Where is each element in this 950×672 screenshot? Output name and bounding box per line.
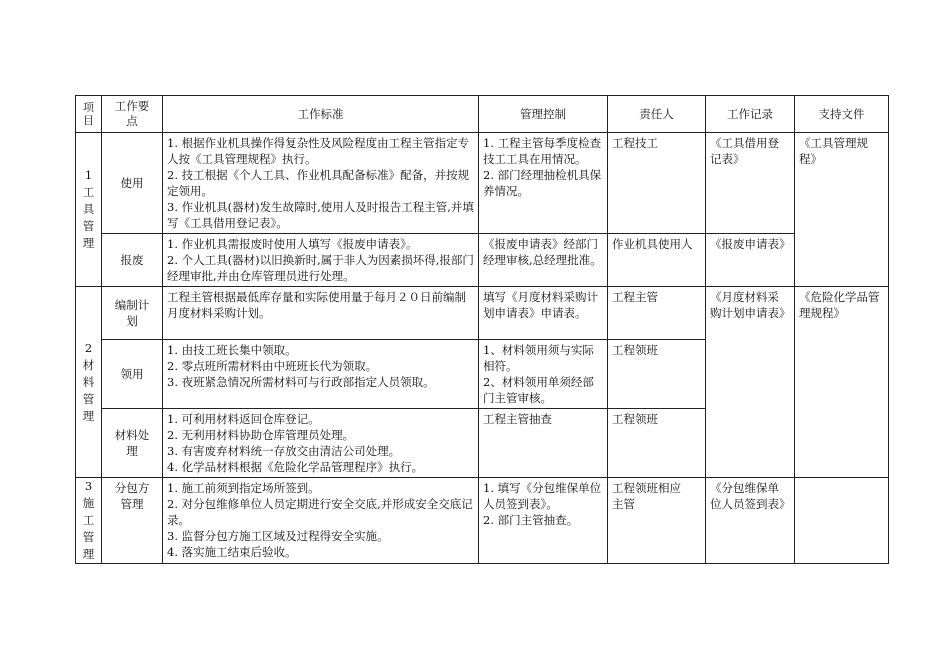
table-row (76, 478, 889, 564)
header-support: 支持文件 (795, 96, 889, 133)
key-point: 使用 (102, 133, 163, 234)
standard-cell (163, 478, 479, 564)
standard-cell (163, 409, 479, 478)
standard-line: 4. 落实施工结束后验收。 (167, 545, 297, 559)
control-line: 工程主管抽查 (483, 412, 552, 426)
standard-cell (163, 340, 479, 409)
responsible-cell: 工程领班 (608, 340, 706, 409)
standard-line: 2. 对分包维修单位人员定期进行安全交底,并形成安全交底记录。 (167, 497, 473, 527)
table-row (76, 287, 889, 340)
responsible-cell: 工程技工 (608, 133, 706, 234)
section-1-label (76, 133, 102, 287)
key-point: 编制计划 (102, 287, 163, 340)
control-cell (479, 340, 608, 409)
standard-line: 工程主管根据最低库存量和实际使用量于每月２０日前编制月度材料采购计划。 (167, 290, 466, 320)
table-row (76, 133, 889, 234)
standard-line: 1. 作业机具需报废时使用人填写《报废申请表》。 (167, 237, 418, 251)
support-cell: 《工具管理规程》 (795, 133, 889, 287)
record-cell: 《报废申请表》 (706, 234, 795, 287)
standard-cell (163, 133, 479, 234)
standard-line: 2. 无利用材料协助仓库管理员处理。 (167, 428, 355, 442)
standard-line: 1. 根据作业机具操作得复杂性及风险程度由工程主管指定专人按《工具管理规程》执行。 (167, 136, 470, 166)
responsible-cell: 工程领班 (608, 409, 706, 478)
standard-line: 2. 个人工具(器材)以旧换新时,属于非人为因素损坏得,报部门经理审批,并由仓库管理员进行处理。 (167, 253, 474, 283)
control-line: 1. 工程主管每季度检查技工工具在用情况。 (483, 136, 602, 166)
section-3-label (76, 478, 102, 564)
key-point: 领用 (102, 340, 163, 409)
control-cell (479, 234, 608, 287)
section-title: 工具管理 (82, 185, 95, 250)
header-control: 管理控制 (479, 96, 608, 133)
section-id: 2 (84, 340, 93, 355)
control-cell (479, 287, 608, 340)
header-row (76, 96, 889, 133)
control-line: 《报废申请表》经部门经理审核,总经理批准。 (483, 237, 602, 267)
control-line: 2. 部门经理抽检机具保养情况。 (483, 168, 602, 198)
standard-line: 3. 作业机具(器材)发生故障时,使用人及时报告工程主管,并填写《工具借用登记表》。 (167, 200, 474, 230)
control-line: 1、材料领用须与实际相符。 (483, 343, 594, 373)
record-cell: 《工具借用登记表》 (706, 133, 795, 234)
standard-line: 2. 零点班所需材料由中班班长代为领取。 (167, 359, 378, 373)
record-cell: 《月度材料采购计划申请表》 (706, 287, 795, 478)
control-line: 2. 部门主管抽查。 (483, 513, 579, 527)
key-point: 报废 (102, 234, 163, 287)
header-key-point: 工作要点 (102, 96, 163, 133)
key-point: 分包方管理 (102, 478, 163, 564)
responsible-cell: 工程主管 (608, 287, 706, 340)
standard-line: 3. 监督分包方施工区域及过程得安全实施。 (167, 529, 389, 543)
control-cell (479, 133, 608, 234)
support-cell (795, 478, 889, 564)
section-2-label (76, 287, 102, 478)
work-standards-table (75, 95, 889, 564)
header-item: 项目 (76, 96, 102, 133)
section-id: 1 (84, 168, 93, 182)
responsible-cell: 工程领班相应主管 (608, 478, 706, 564)
control-line: 填写《月度材料采购计划申请表》申请表。 (483, 290, 598, 320)
section-title: 材料管理 (82, 357, 95, 423)
table-row (76, 234, 889, 287)
standard-line: 3. 夜班紧急情况所需材料可与行政部指定人员领取。 (167, 375, 435, 389)
section-title: 施工管理 (82, 496, 95, 561)
standard-line: 2. 技工根据《个人工具、作业机具配备标准》配备，并按规定领用。 (167, 168, 470, 198)
control-cell (479, 409, 608, 478)
header-standard: 工作标准 (163, 96, 479, 133)
key-point: 材料处理 (102, 409, 163, 478)
header-record: 工作记录 (706, 96, 795, 133)
standard-line: 1. 由技工班长集中领取。 (167, 343, 297, 357)
control-cell (479, 478, 608, 564)
record-cell: 《分包维保单位人员签到表》 (706, 478, 795, 564)
standard-cell (163, 287, 479, 340)
standard-cell (163, 234, 479, 287)
standard-line: 4. 化学品材料根据《危险化学品管理程序》执行。 (167, 460, 424, 474)
control-line: 1. 填写《分包维保单位人员签到表》。 (483, 481, 602, 511)
standard-line: 3. 有害废弃材料统一存放交由清洁公司处理。 (167, 444, 401, 458)
responsible-cell: 作业机具使用人 (608, 234, 706, 287)
standard-line: 1. 可利用材料返回仓库登记。 (167, 412, 320, 426)
section-id: 3 (84, 479, 93, 493)
support-cell: 《危险化学品管理规程》 (795, 287, 889, 478)
control-line: 2、材料领用单须经部门主管审核。 (483, 375, 594, 405)
standard-line: 1. 施工前须到指定场所签到。 (167, 481, 320, 495)
header-responsible: 责任人 (608, 96, 706, 133)
